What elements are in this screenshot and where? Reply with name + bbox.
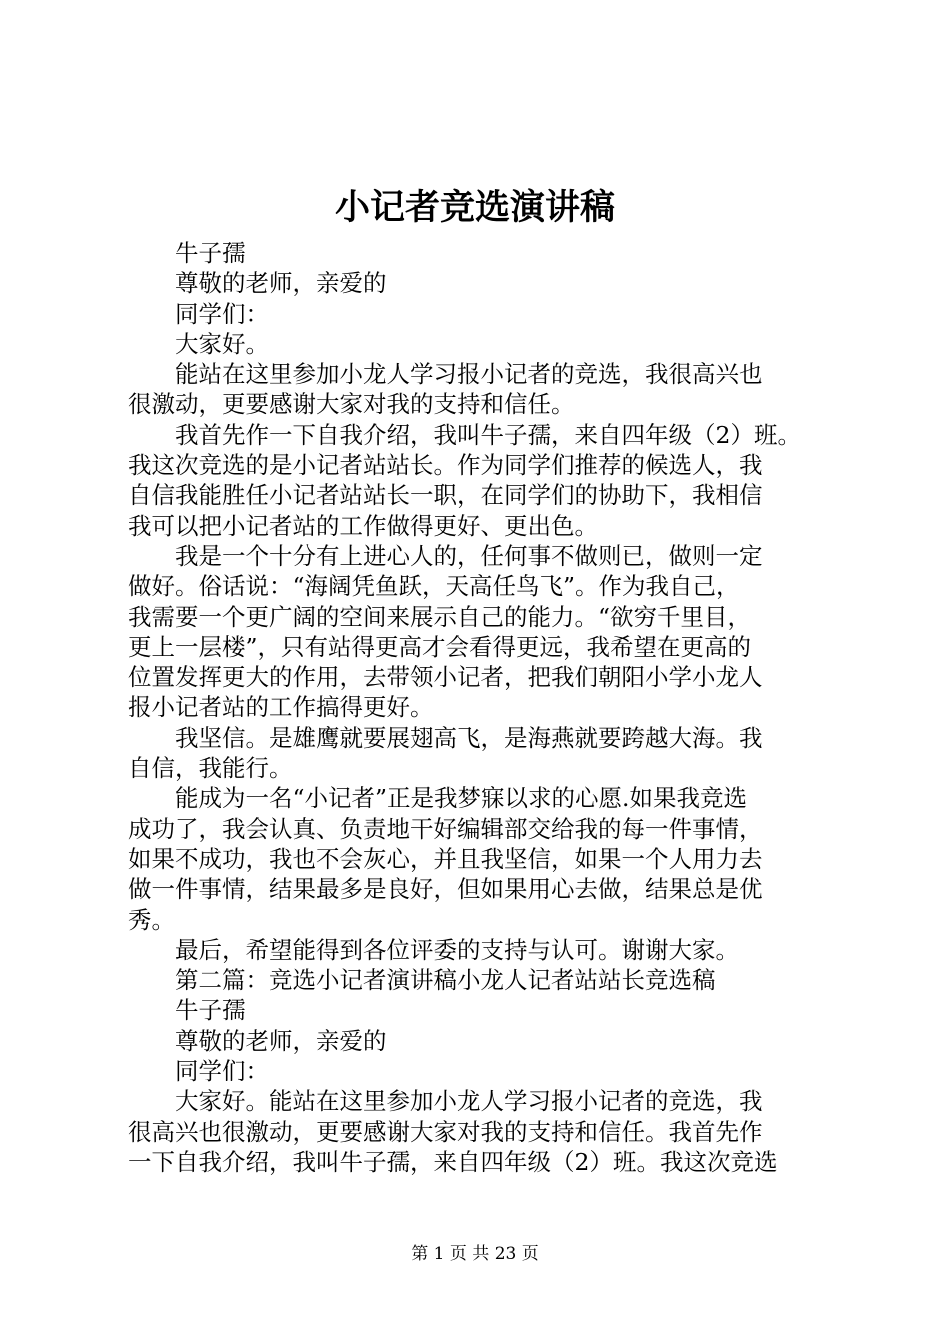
text-line: 同学们： (128, 1057, 269, 1086)
text-line: 做好。俗话说：“海阔凭鱼跃，天高任鸟飞”。作为我自己， (128, 572, 740, 601)
text-line: 同学们： (128, 299, 269, 328)
text-line: 第二篇：竞选小记者演讲稿小龙人记者站站长竞选稿 (128, 966, 716, 995)
text-line: 牛子孺 (128, 996, 246, 1025)
document-title: 小记者竞选演讲稿 (334, 187, 615, 228)
page-footer: 第 1 页 共 23 页 (411, 1244, 539, 1264)
text-line: 我首先作一下自我介绍，我叫牛子孺，来自四年级（2）班。 (128, 420, 801, 449)
text-line: 位置发挥更大的作用，去带领小记者，把我们朝阳小学小龙人 (128, 663, 763, 692)
text-line: 很激动，更要感谢大家对我的支持和信任。 (128, 390, 575, 419)
text-line: 我需要一个更广阔的空间来展示自己的能力。“欲穷千里目， (128, 602, 752, 631)
text-line: 我是一个十分有上进心人的，任何事不做则已，做则一定 (128, 541, 763, 570)
text-line: 我这次竞选的是小记者站站长。作为同学们推荐的候选人，我 (128, 451, 763, 480)
text-line: 大家好。能站在这里参加小龙人学习报小记者的竞选，我 (128, 1087, 763, 1116)
text-line: 尊敬的老师，亲爱的 (128, 269, 387, 298)
text-line: 很高兴也很激动，更要感谢大家对我的支持和信任。我首先作 (128, 1117, 763, 1146)
text-line: 自信我能胜任小记者站站长一职，在同学们的协助下，我相信 (128, 481, 763, 510)
text-line: 秀。 (128, 905, 175, 934)
text-line: 能成为一名“小记者”正是我梦寐以求的心愿.如果我竞选 (128, 784, 747, 813)
text-line: 一下自我介绍，我叫牛子孺，来自四年级（2）班。我这次竞选 (128, 1147, 778, 1176)
text-line: 大家好。 (128, 329, 269, 358)
text-line: 尊敬的老师，亲爱的 (128, 1026, 387, 1055)
text-line: 最后，希望能得到各位评委的支持与认可。谢谢大家。 (128, 935, 739, 964)
text-line: 我可以把小记者站的工作做得更好、更出色。 (128, 511, 598, 540)
text-line: 更上一层楼”，只有站得更高才会看得更远，我希望在更高的 (128, 632, 752, 661)
document-body (128, 238, 830, 1177)
text-line: 做一件事情，结果最多是良好，但如果用心去做，结果总是优 (128, 875, 763, 904)
text-line: 如果不成功，我也不会灰心，并且我坚信，如果一个人用力去 (128, 844, 763, 873)
text-line: 自信，我能行。 (128, 754, 293, 783)
text-line: 我坚信。是雄鹰就要展翅高飞，是海燕就要跨越大海。我 (128, 723, 763, 752)
text-line: 报小记者站的工作搞得更好。 (128, 693, 434, 722)
text-line: 成功了，我会认真、负责地干好编辑部交给我的每一件事情， (128, 814, 763, 843)
text-line: 牛子孺 (128, 239, 246, 267)
text-line: 能站在这里参加小龙人学习报小记者的竞选，我很高兴也 (128, 360, 763, 389)
